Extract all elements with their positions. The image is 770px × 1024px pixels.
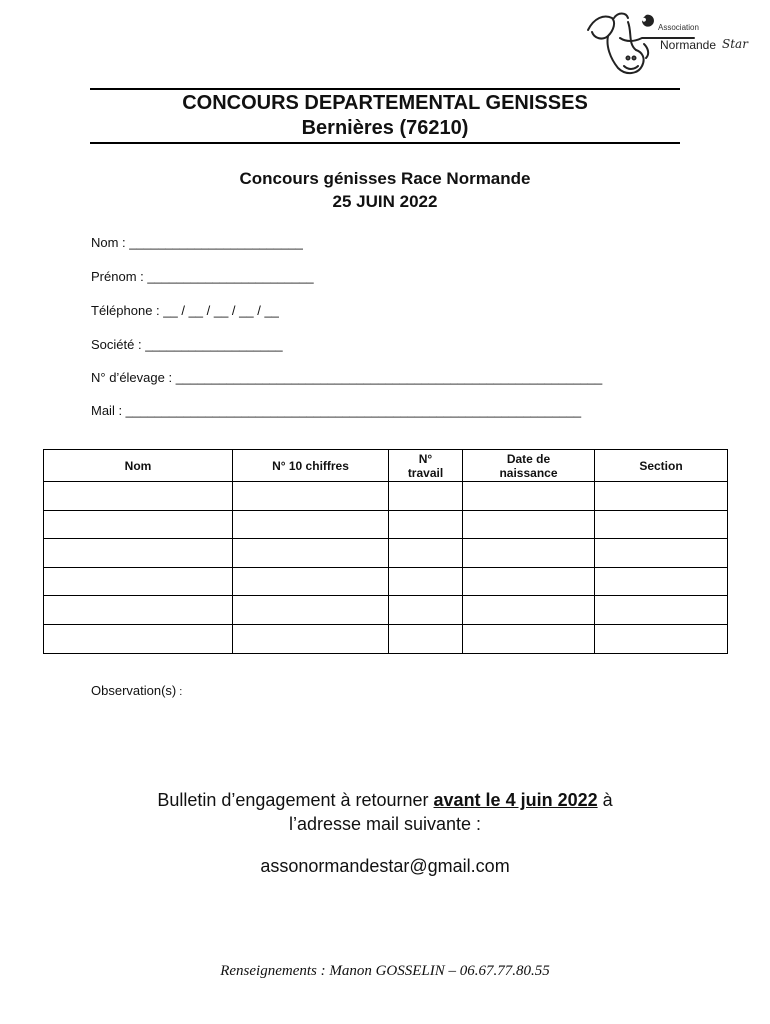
table-cell[interactable] — [389, 596, 463, 625]
column-header-nom: Nom — [44, 450, 233, 482]
table-cell[interactable] — [233, 539, 389, 568]
column-header-numero: N° 10 chiffres — [233, 450, 389, 482]
table-cell[interactable] — [233, 510, 389, 539]
title-top-rule — [90, 88, 680, 90]
table-row — [44, 510, 728, 539]
table-cell[interactable] — [463, 624, 595, 653]
column-header-section: Section — [595, 450, 728, 482]
table-row — [44, 567, 728, 596]
column-header-naissance-line1: Date de — [506, 451, 551, 466]
contest-date: 25 JUIN 2022 — [332, 192, 438, 211]
nom-field[interactable]: Nom : ________________________ — [91, 235, 303, 250]
table-cell[interactable] — [44, 539, 233, 568]
footer-contact-info: Renseignements : Manon GOSSELIN – 06.67.77.80.55 — [220, 963, 550, 979]
logo-association-text: Association — [658, 23, 699, 32]
table-cell[interactable] — [389, 482, 463, 511]
table-row — [44, 624, 728, 653]
table-cell[interactable] — [463, 539, 595, 568]
bulletin-instruction — [90, 790, 680, 811]
association-logo — [584, 8, 760, 80]
mail-field[interactable]: Mail : _______________________________________________________________ — [91, 403, 582, 418]
table-cell[interactable] — [463, 567, 595, 596]
table-cell[interactable] — [44, 596, 233, 625]
table-cell[interactable] — [389, 510, 463, 539]
observations-label — [91, 683, 182, 698]
table-cell[interactable] — [233, 624, 389, 653]
title-bottom-rule — [90, 142, 680, 144]
contest-subtitle: Concours génisses Race Normande — [239, 169, 531, 188]
heifer-entries-table — [43, 449, 728, 654]
table-row — [44, 539, 728, 568]
table-cell[interactable] — [595, 567, 728, 596]
table-cell[interactable] — [595, 482, 728, 511]
table-cell[interactable] — [44, 510, 233, 539]
bulletin-text-before: Bulletin d’engagement à retourner — [157, 790, 434, 810]
table-cell[interactable] — [595, 539, 728, 568]
column-header-travail — [389, 450, 463, 482]
bulletin-instruction-line2: l’adresse mail suivante : — [288, 814, 482, 834]
table-cell[interactable] — [389, 624, 463, 653]
table-cell[interactable] — [44, 624, 233, 653]
table-header-row — [44, 450, 728, 482]
societe-field[interactable]: Société : ___________________ — [91, 337, 283, 352]
table-cell[interactable] — [463, 510, 595, 539]
bulletin-deadline: avant le 4 juin 2022 — [433, 790, 598, 810]
column-header-travail-line1: N° — [418, 451, 433, 466]
elevage-field[interactable]: N° d’élevage : ___________________________________________________________ — [91, 370, 603, 385]
logo-brand-text: Normande — [660, 38, 717, 52]
table-cell[interactable] — [595, 624, 728, 653]
table-cell[interactable] — [463, 482, 595, 511]
table-cell[interactable] — [595, 510, 728, 539]
column-header-naissance — [463, 450, 595, 482]
contact-email[interactable]: assonormandestar@gmail.com — [260, 856, 510, 876]
page-title: CONCOURS DEPARTEMENTAL GENISSES — [182, 92, 588, 114]
table-cell[interactable] — [44, 482, 233, 511]
table-cell[interactable] — [44, 567, 233, 596]
observations-label-text: Observation(s) — [91, 683, 177, 698]
page-title-location: Bernières (76210) — [301, 117, 469, 139]
telephone-field[interactable]: Téléphone : __ / __ / __ / __ / __ — [91, 303, 279, 318]
column-header-naissance-line2: naissance — [499, 465, 558, 480]
table-cell[interactable] — [389, 539, 463, 568]
prenom-field[interactable]: Prénom : _______________________ — [91, 269, 314, 284]
table-cell[interactable] — [463, 596, 595, 625]
table-row — [44, 596, 728, 625]
bulletin-text-after: à — [597, 790, 613, 810]
table-cell[interactable] — [233, 482, 389, 511]
observations-colon: : — [176, 686, 183, 698]
table-cell[interactable] — [595, 596, 728, 625]
table-cell[interactable] — [233, 596, 389, 625]
column-header-travail-line2: travail — [407, 465, 444, 480]
table-cell[interactable] — [233, 567, 389, 596]
table-row — [44, 482, 728, 511]
logo-brand-star-text: Star — [722, 37, 748, 51]
table-cell[interactable] — [389, 567, 463, 596]
